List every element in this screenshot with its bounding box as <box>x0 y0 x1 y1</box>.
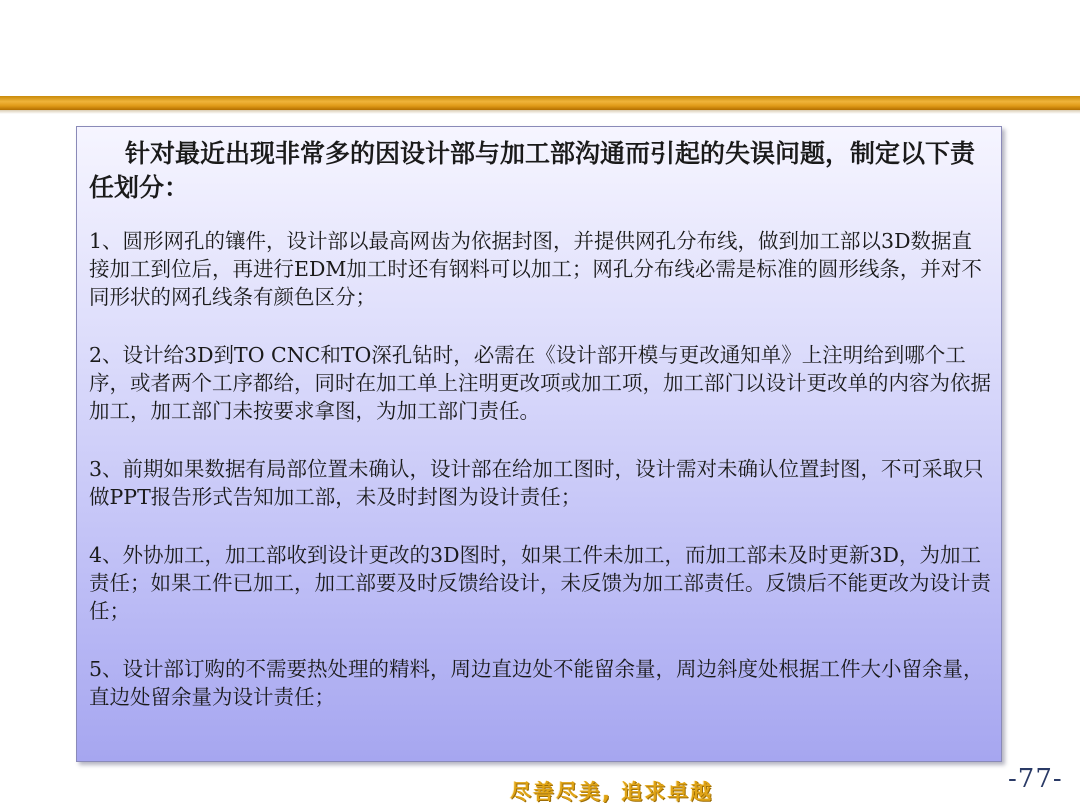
page-number: -77- <box>1008 764 1063 794</box>
rule-paragraph-2: 2、设计给3D到TO CNC和TO深孔钻时，必需在《设计部开模与更改通知单》上注明给到哪个工序，或者两个工序都给，同时在加工单上注明更改项或加工项，加工部门以设计更改单的内容为依据加工，加工部门未按要求拿图，为加工部门责任。 <box>89 343 991 423</box>
rule-paragraph-4: 4、外协加工，加工部收到设计更改的3D图时，如果工件未加工，而加工部未及时更新3D，为加工责任；如果工件已加工，加工部要及时反馈给设计，未反馈为加工部责任。反馈后不能更改为设计责任； <box>89 543 991 623</box>
content-box <box>76 126 1002 762</box>
rule-paragraph-3: 3、前期如果数据有局部位置未确认，设计部在给加工图时，设计需对未确认位置封图，不可采取只做PPT报告形式告知加工部，未及时封图为设计责任； <box>89 457 984 509</box>
rule-paragraph-1: 1、圆形网孔的镶件，设计部以最高网齿为依据封图，并提供网孔分布线，做到加工部以3D数据直接加工到位后，再进行EDM加工时还有钢料可以加工；网孔分布线必需是标准的圆形线条，并对不同形状的网孔线条有颜色区分； <box>89 229 982 309</box>
footer-slogan: 尽善尽美, 追求卓越 <box>510 780 714 804</box>
header-rule <box>0 96 1080 110</box>
header-rule-shadow <box>0 110 1080 114</box>
slide-heading: 针对最近出现非常多的因设计部与加工部沟通而引起的失误问题，制定以下责任划分： <box>89 139 976 202</box>
rule-paragraph-5: 5、设计部订购的不需要热处理的精料，周边直边处不能留余量，周边斜度处根据工件大小留余量，直边处留余量为设计责任； <box>89 657 984 709</box>
